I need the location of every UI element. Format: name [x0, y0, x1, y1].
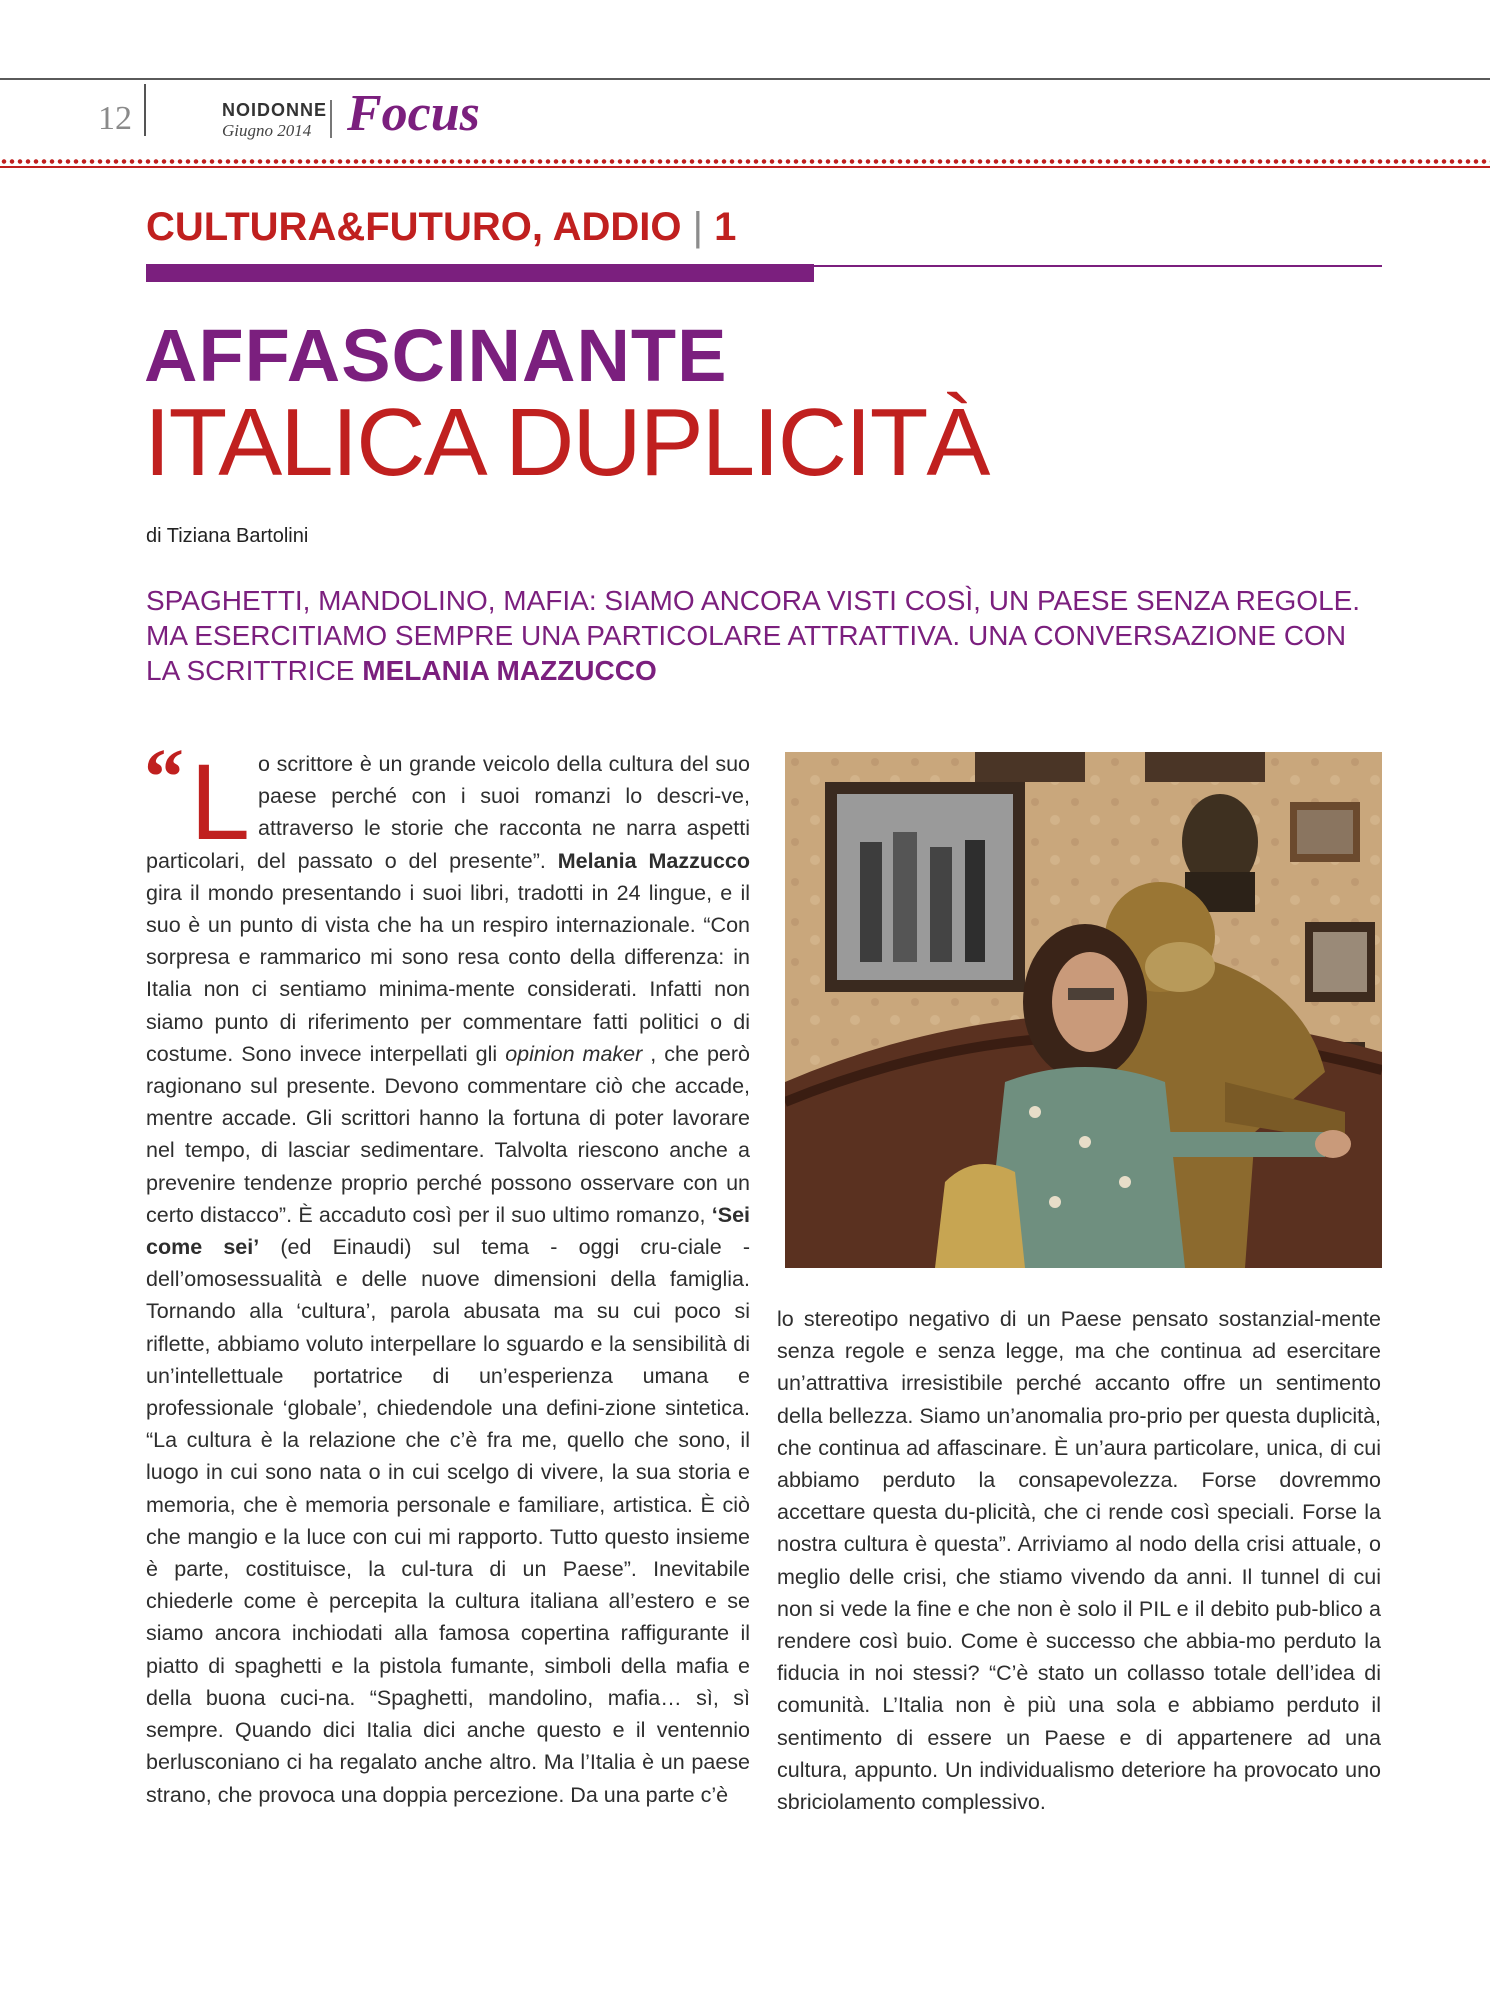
section-title: Focus — [347, 85, 480, 142]
article-paragraph-2: lo stereotipo negativo di un Paese pensato sostanzial-mente senza regole e senza legge, ma che continua ad esercitare un’attrattiva irresistibile perché accanto offre un sentimento della bellezza. Siamo un’anomalia pro-prio per questa duplicità, che continua ad affascinare. È un’aura particolare, unica, di cui abbiamo perduto la consapevolezza. Forse dovremmo accettare questa du-plicità, che ci rende così speciali. Forse la nostra cultura è questa”. Arriviamo al nodo della crisi attuale, o meglio delle crisi, che stiamo vivendo da anni. Il tunnel di cui non si vede la fine e che non è solo il PIL e il debito pub-blico a rendere così buio. Come è successo che abbia-mo perduto la fiducia in noi stessi? “C’è stato un collasso totale dell’idea di comunità. L’Italia non è più una sola e abbiamo perduto il sentimento di essere un Paese e di appartenere ad una cultura, appunto. Un individualismo deteriore ha provocato uno sbriciolamento complessivo. — [777, 1307, 1381, 1815]
text-run: , che però ragionano sul presente. Devono commentare ciò che accade, mentre accade. Gli scrittori hanno la fortuna di poter lavorare nel tempo, di lasciar sedimentare. Talvolta riescono anche a prevenire tendenze proprio perché possono osservare con un certo distacco”. È accaduto così per il suo ultimo romanzo, — [146, 1041, 751, 1227]
text-run: o scrittore è un grande veicolo della cultura del suo paese perché con i suoi romanzi lo descri-ve, attraverso le storie che racconta ne narra aspetti particolari, del passato o del presente”. — [146, 752, 750, 873]
kicker-bar — [146, 264, 814, 282]
issue-date: Giugno 2014 — [222, 121, 312, 140]
dropcap-quote: “ — [144, 734, 184, 822]
dotted-separator — [0, 157, 1490, 166]
text-run: (ed Einaudi) sul tema - oggi cru-ciale - dell’omosessualità e delle nuove dimensioni della famiglia. Tornando alla ‘cultura’, parola abusata ma su cui poco si riflette, abbiamo voluto interpellare lo sguardo e la sensibilità di un’intellettuale portatrice di un’esperienza umana e professionale ‘globale’, chiedendole una defini-zione sintetica. “La cultura è la relazione che c’è fra me, quello che sono, il luogo in cui sono nata o in cui scelgo di vivere, la sua storia e memoria, che è memoria personale e familiare, artistica. È ciò che mangio e la luce con cui mi rapporto. Tutto questo insieme è parte, costituisce, la cul-tura di un Paese”. Inevitabile chiederle come è percepita la cultura italiana all’estero e se siamo ancora inchiodati alla famosa copertina raffigurante il piatto di spaghetti e la pistola fumante, simboli della mafia e della buona cuci-na. “Spaghetti, mandolino, mafia… sì, sì sempre. Quando dici Italia dici anche questo e il ventennio berlusconiano ci ha regalato anche altro. Ma l’Italia è un paese strano, che provoca una doppia percezione. Da una parte c’è — [146, 1235, 750, 1807]
article-column-2 — [777, 1303, 1381, 1818]
headline-line2: ITALICA DUPLICITÀ — [144, 389, 989, 496]
photo-illustration — [785, 752, 1382, 1268]
top-rule — [0, 78, 1490, 80]
article-paragraph-1 — [146, 741, 751, 1811]
magazine-name: NOIDONNE — [222, 100, 328, 120]
dropcap-letter: L — [190, 741, 251, 862]
header-divider-2 — [330, 100, 332, 138]
article-photo — [785, 752, 1382, 1268]
red-rule — [0, 166, 1490, 168]
header-divider — [144, 84, 146, 136]
kicker — [146, 205, 736, 250]
page-number: 12 — [98, 100, 132, 137]
byline: di Tiziana Bartolini — [146, 525, 309, 547]
author-name: Melania Mazzucco — [557, 848, 750, 873]
headline-line1: AFFASCINANTE — [144, 314, 728, 397]
kicker-separator: | — [692, 205, 704, 249]
article-column-1 — [146, 741, 751, 1811]
deck-text: SPAGHETTI, MANDOLINO, MAFIA: SIAMO ANCORA VISTI COSÌ, UN PAESE SENZA REGOLE. MA ESERCITIAMO SEMPRE UNA PARTICOLARE ATTRATTIVA. UNA CONVERSAZIONE CON LA SCRITTRICE — [146, 585, 1361, 686]
text-run: gira il mondo presentando i suoi libri, tradotti in 24 lingue, e il suo è un punto di vista che ha un respiro internazionale. “Con sorpresa e rammarico mi sono resa conto della differenza: in Italia non ci sentiamo minima-mente considerati. Infatti non siamo punto di riferimento per commentare fatti politici o di costume. Sono invece interpellati gli — [146, 880, 750, 1066]
deck — [146, 583, 1386, 688]
kicker-number: 1 — [714, 205, 737, 249]
book-title: ‘Sei come sei’ — [146, 1202, 750, 1260]
italic-term: opinion maker — [505, 1041, 643, 1066]
kicker-text: CULTURA&FUTURO, ADDIO — [146, 205, 682, 249]
deck-name: MELANIA MAZZUCCO — [362, 655, 657, 686]
